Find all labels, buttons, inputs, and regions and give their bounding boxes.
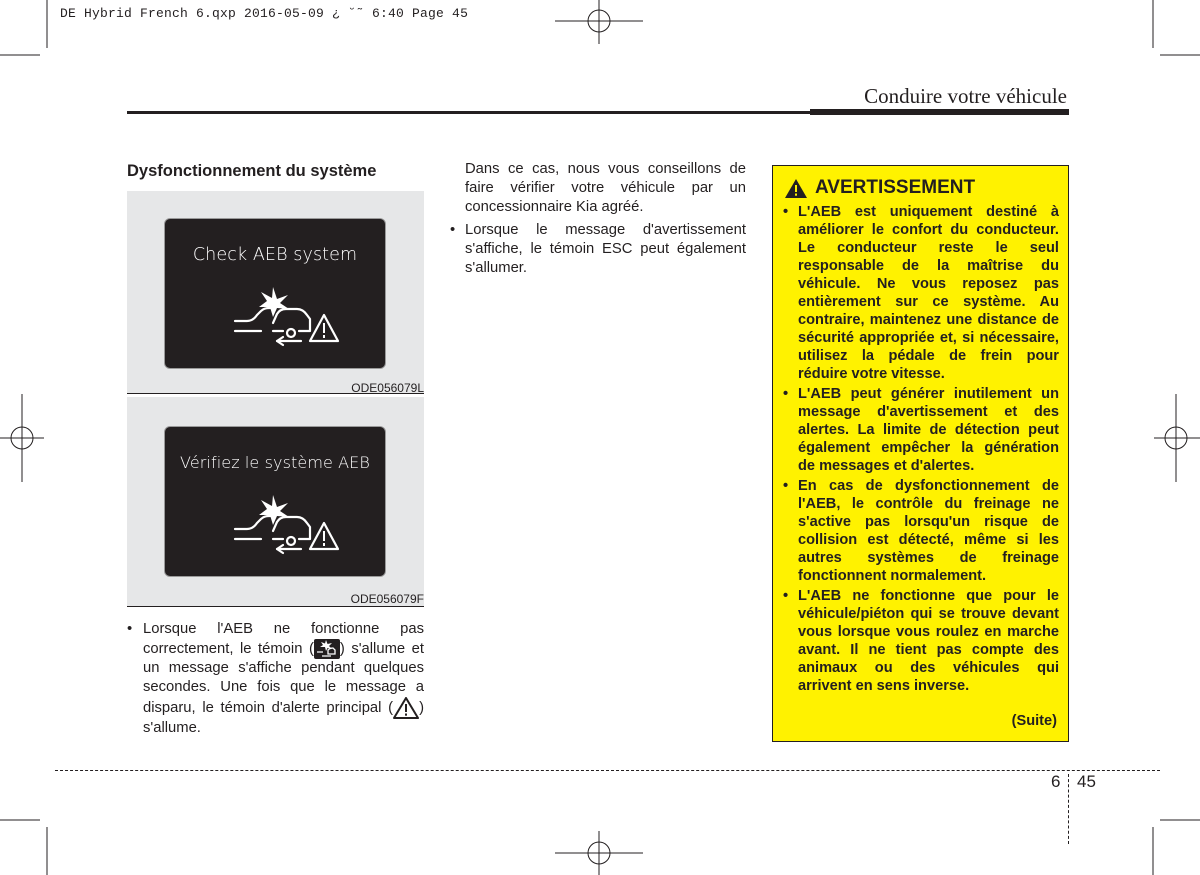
registration-mark-icon <box>0 394 44 482</box>
page-number: 45 <box>1077 772 1096 791</box>
bullet-dot: • <box>783 386 789 402</box>
bullet-dot: • <box>127 621 133 637</box>
figure-verifiez-aeb <box>127 397 424 606</box>
figure-check-aeb <box>127 191 424 393</box>
advice-paragraph: Dans ce cas, nous vous conseillons de faire vérifier votre véhicule par un concessionnaire Kia agréé. <box>465 161 746 215</box>
warning-item-text: L'AEB peut générer inutilement un message d'avertissement et des alertes. La limite de détection peut également empêcher la génération de messages et d'alertes. <box>798 386 1059 474</box>
list-item <box>783 203 1059 383</box>
warning-item-text: L'AEB ne fonctionne que pour le véhicule/piéton qui se trouve devant vous lorsque vous roulez en marche avant. Il ne tient pas compte des animaux ou des véhicules qui arrivent en sens inverse. <box>798 588 1059 694</box>
warning-item-text: En cas de dysfonctionnement de l'AEB, le contrôle du freinage ne s'active pas lorsqu'un risque de collision est détecté, même si les autres systèmes de freinage fonctionnent normalement. <box>798 478 1059 584</box>
bullet-text: Lorsque l'AEB ne fonctionne pas correctement, le témoin ( <box>143 621 424 657</box>
middle-column <box>450 160 746 278</box>
warning-box <box>772 165 1069 742</box>
list-item <box>783 385 1059 475</box>
registration-mark-icon <box>555 831 643 875</box>
list-item <box>783 587 1059 695</box>
page-separator <box>1068 774 1069 844</box>
aeb-collision-icon <box>233 287 341 349</box>
bullet-text: ) s'allume et un message s'affiche pendant quelques secondes. Une fois que le message a disparu, le témoin d'alerte principal ( <box>143 640 424 716</box>
aeb-collision-icon <box>233 495 341 557</box>
bullet-dot: • <box>783 478 789 494</box>
footer-rule <box>55 770 1160 771</box>
warning-triangle-icon <box>785 179 807 198</box>
warning-title-text: AVERTISSEMENT <box>815 177 976 198</box>
chapter-number: 6 <box>1051 772 1061 791</box>
aeb-collision-icon <box>314 639 340 659</box>
cluster-display <box>164 426 386 577</box>
figure-rule <box>127 606 424 607</box>
warning-list <box>783 203 1059 697</box>
registration-mark-icon <box>1154 394 1200 482</box>
bullet-dot: • <box>450 222 456 238</box>
figure-caption: ODE056079F <box>350 592 424 606</box>
cluster-display <box>164 218 386 369</box>
bullet-text: ) s'allume. <box>143 699 424 736</box>
list-item <box>783 477 1059 585</box>
header-rule-accent <box>810 109 1069 115</box>
list-item <box>450 221 746 278</box>
bullet-dot: • <box>783 204 789 220</box>
file-slug: DE Hybrid French 6.qxp 2016-05-09 ¿ ˘˜ 6:40 Page 45 <box>60 6 469 21</box>
bullet-text: Lorsque le message d'avertissement s'affiche, le témoin ESC peut également s'allumer. <box>465 222 746 276</box>
bullet-dot: • <box>783 588 789 604</box>
list-item <box>127 620 424 738</box>
section-heading: Dysfonctionnement du système <box>127 162 377 180</box>
warning-triangle-icon <box>393 697 419 719</box>
registration-mark-icon <box>555 0 643 44</box>
warning-title <box>785 177 975 199</box>
figure-caption: ODE056079L <box>351 381 424 395</box>
warning-item-text: L'AEB est uniquement destiné à améliorer le confort du conducteur. Le conducteur reste le seul responsable de la maîtrise du véhicule. Ne vous reposez pas entièrement sur ce système. Au contraire, maintenez une distance de sécurité appropriée et, si nécessaire, utilisez la pédale de frein pour réduire votre vitesse. <box>798 204 1059 382</box>
malfunction-bullet <box>127 620 424 738</box>
display-message: Vérifiez le système AEB <box>180 453 370 472</box>
display-message: Check AEB system <box>192 245 358 265</box>
continued-label: (Suite) <box>1011 713 1057 729</box>
chapter-title: Conduire votre véhicule <box>864 84 1067 108</box>
